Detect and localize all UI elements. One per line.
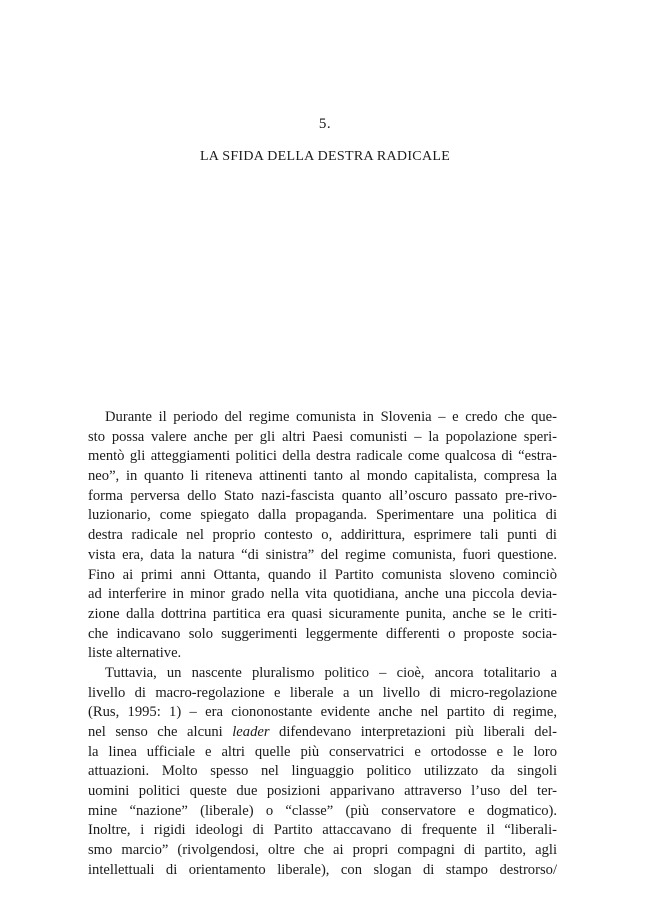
text-line: (Rus, 1995: 1) – era ciononostante evidente anche nel partito di regime, xyxy=(88,704,557,721)
text-line: Tuttavia, un nascente pluralismo politico – cioè, ancora totalitario a xyxy=(105,664,557,681)
text-line: attuazioni. Molto spesso nel linguaggio politico utilizzato da singoli xyxy=(88,763,557,780)
chapter-title: LA SFIDA DELLA DESTRA RADICALE xyxy=(199,149,451,164)
text-line: luzionario, come spiegato dalla propaganda. Sperimentare una politica di xyxy=(88,507,557,524)
text-line: mine “nazione” (liberale) o “classe” (più conservatore e dogmatico). xyxy=(88,802,557,819)
text-line: Inoltre, i rigidi ideologi di Partito attaccavano di frequente il “liberali- xyxy=(88,822,557,839)
text-line: livello di macro-regolazione e liberale a un livello di micro-regolazione xyxy=(88,684,557,701)
body-text xyxy=(88,408,557,881)
text-segment: difendevano interpretazioni più liberali del- xyxy=(269,724,557,740)
text-line: destra radicale nel proprio contesto o, addirittura, esprimere tali punti di xyxy=(88,527,557,544)
paragraph xyxy=(88,664,557,881)
text-line: smo marcio” (rivolgendosi, oltre che ai propri compagni di partito, agli xyxy=(88,842,557,859)
text-segment: nel senso che alcuni xyxy=(88,724,233,740)
chapter-number: 5. xyxy=(318,116,332,132)
text-line: Durante il periodo del regime comunista in Slovenia – e credo che que- xyxy=(105,409,557,425)
text-line: mentò gli atteggiamenti politici della destra radicale come qualcosa di “estra- xyxy=(88,448,557,465)
text-line: forma perversa dello Stato nazi-fascista quanto all’oscuro passato pre-rivo- xyxy=(88,487,557,504)
text-line: uomini politici queste due posizioni apparivano attraverso l’uso del ter- xyxy=(88,783,557,800)
text-line: zione dalla dottrina partitica era quasi sicuramente punita, anche se le criti- xyxy=(88,605,557,622)
text-line: ad interferire in minor grado nella vita quotidiana, anche una piccola devia- xyxy=(88,586,557,603)
text-line: vista era, data la natura “di sinistra” del regime comunista, fuori questione. xyxy=(88,546,557,563)
text-line: la linea ufficiale e altri quelle più conservatrici e ortodosse e le loro xyxy=(88,743,557,760)
text-line xyxy=(88,723,557,743)
emphasized-word: leader xyxy=(232,724,270,740)
text-line: intellettuali di orientamento liberale), con slogan di stampo destrorso/ xyxy=(88,861,557,878)
text-line: sto possa valere anche per gli altri Paesi comunisti – la popolazione speri- xyxy=(88,428,557,445)
text-line: neo”, in quanto li riteneva attinenti tanto al mondo capitalista, compresa la xyxy=(88,468,557,485)
text-line: Fino ai primi anni Ottanta, quando il Partito comunista sloveno cominciò xyxy=(88,566,557,583)
text-line: liste alternative. xyxy=(88,645,182,662)
text-line: che indicavano solo suggerimenti leggermente differenti o proposte socia- xyxy=(88,625,557,642)
paragraph xyxy=(88,408,557,664)
